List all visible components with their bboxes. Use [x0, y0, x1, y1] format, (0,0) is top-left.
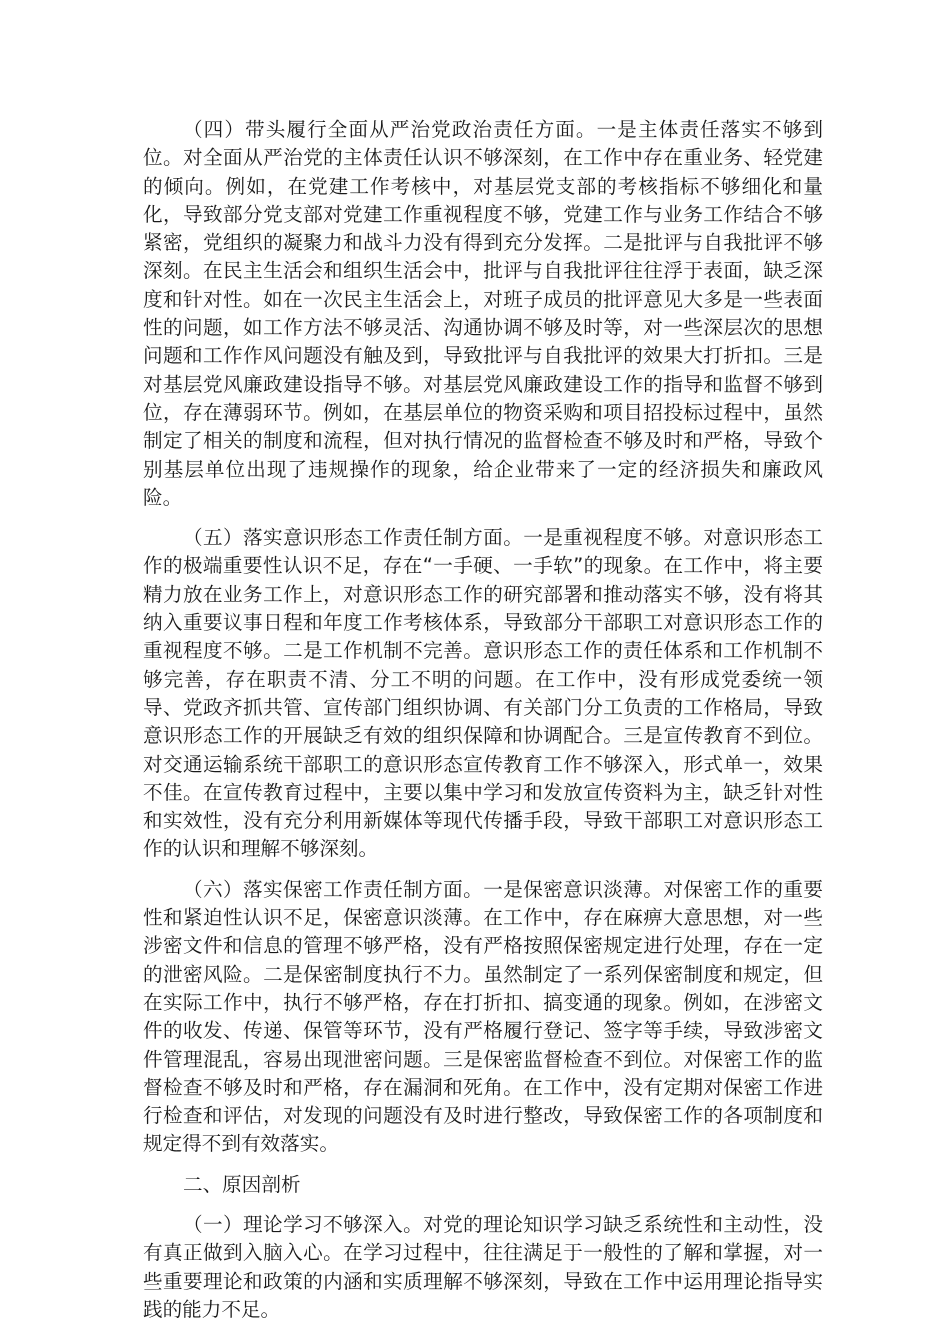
document-page — [143, 116, 823, 1336]
paragraph-section-6: （六）落实保密工作责任制方面。一是保密意识淡薄。对保密工作的重要性和紧迫性认识不足，保密意识淡薄。在工作中，存在麻痹大意思想，对一些涉密文件和信息的管理不够严格，没有严格按照保密规定进行处理，存在一定的泄密风险。二是保密制度执行不力。虽然制定了一系列保密制度和规定，但在实际工作中，执行不够严格，存在打折扣、搞变通的现象。例如，在涉密文件的收发、传递、保管等环节，没有严格履行登记、签字等手续，导致涉密文件管理混乱，容易出现泄密问题。三是保密监督检查不到位。对保密工作的监督检查不够及时和严格，存在漏洞和死角。在工作中，没有定期对保密工作进行检查和评估，对发现的问题没有及时进行整改，导致保密工作的各项制度和规定得不到有效落实。 — [143, 877, 823, 1156]
section-heading-cause-analysis: 二、原因剖析 — [183, 1172, 301, 1196]
paragraph-section-5: （五）落实意识形态工作责任制方面。一是重视程度不够。对意识形态工作的极端重要性认识不足，存在“一手硬、一手软”的现象。在工作中，将主要精力放在业务工作上，对意识形态工作的研究部署和推动落实不够，没有将其纳入重要议事日程和年度工作考核体系，导致部分干部职工对意识形态工作的重视程度不够。二是工作机制不完善。意识形态工作的责任体系和工作机制不够完善，存在职责不清、分工不明的问题。在工作中，没有形成党委统一领导、党政齐抓共管、宣传部门组织协调、有关部门分工负责的工作格局，导致意识形态工作的开展缺乏有效的组织保障和协调配合。三是宣传教育不到位。对交通运输系统干部职工的意识形态宣传教育工作不够深入，形式单一，效果不佳。在宣传教育过程中，主要以集中学习和发放宣传资料为主，缺乏针对性和实效性，没有充分利用新媒体等现代传播手段，导致干部职工对意识形态工作的认识和理解不够深刻。 — [143, 526, 823, 861]
paragraph-cause-1: （一）理论学习不够深入。对党的理论知识学习缺乏系统性和主动性，没有真正做到入脑入心。在学习过程中，往往满足于一般性的了解和掌握，对一些重要理论和政策的内涵和实质理解不够深刻，导致在工作中运用理论指导实践的能力不足。 — [143, 1212, 823, 1321]
paragraph-section-4: （四）带头履行全面从严治党政治责任方面。一是主体责任落实不够到位。对全面从严治党的主体责任认识不够深刻，在工作中存在重业务、轻党建的倾向。例如，在党建工作考核中，对基层党支部的考核指标不够细化和量化，导致部分党支部对党建工作重视程度不够，党建工作与业务工作结合不够紧密，党组织的凝聚力和战斗力没有得到充分发挥。二是批评与自我批评不够深刻。在民主生活会和组织生活会中，批评与自我批评往往浮于表面，缺乏深度和针对性。如在一次民主生活会上，对班子成员的批评意见大多是一些表面性的问题，如工作方法不够灵活、沟通协调不够及时等，对一些深层次的思想问题和工作作风问题没有触及到，导致批评与自我批评的效果大打折扣。三是对基层党风廉政建设指导不够。对基层党风廉政建设工作的指导和监督不够到位，存在薄弱环节。例如，在基层单位的物资采购和项目招投标过程中，虽然制定了相关的制度和流程，但对执行情况的监督检查不够及时和严格，导致个别基层单位出现了违规操作的现象，给企业带来了一定的经济损失和廉政风险。 — [143, 118, 823, 509]
